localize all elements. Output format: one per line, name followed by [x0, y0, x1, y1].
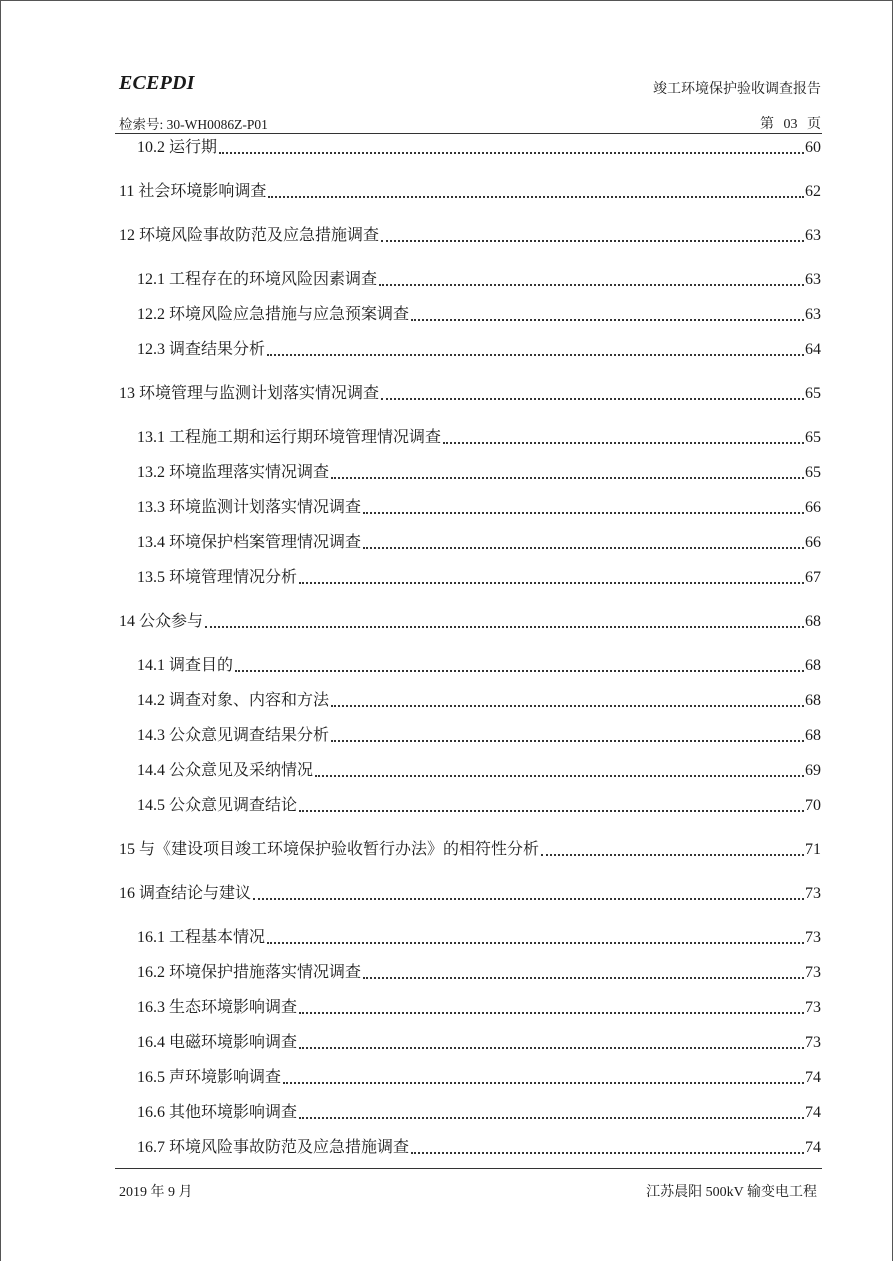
- toc-entry-title: 16.6 其他环境影响调查: [137, 1104, 298, 1121]
- toc-entry[interactable]: [137, 795, 821, 817]
- toc-entry-page: 70: [805, 797, 821, 814]
- toc-entry-page: 73: [805, 999, 821, 1016]
- index-number: 检索号: 30-WH0086Z-P01: [119, 117, 268, 132]
- toc-leader-dots: [331, 462, 804, 484]
- toc-entry-page: 63: [805, 227, 821, 244]
- toc-entry[interactable]: [137, 927, 821, 949]
- toc-entry-page: 63: [805, 271, 821, 288]
- toc-entry-page: 73: [805, 885, 821, 902]
- toc-leader-dots: [253, 883, 804, 905]
- table-of-contents: [119, 0, 821, 1262]
- toc-entry-page: 63: [805, 306, 821, 323]
- report-title: 竣工环境保护验收调查报告: [653, 82, 821, 97]
- toc-leader-dots: [379, 269, 804, 291]
- toc-entry-page: 66: [805, 534, 821, 551]
- toc-entry-title: 12.2 环境风险应急措施与应急预案调查: [137, 306, 410, 323]
- toc-entry[interactable]: [137, 1032, 821, 1054]
- toc-entry[interactable]: [119, 839, 821, 861]
- toc-leader-dots: [541, 839, 804, 861]
- toc-entry[interactable]: [137, 1137, 821, 1159]
- toc-leader-dots: [363, 532, 804, 554]
- toc-entry-page: 62: [805, 183, 821, 200]
- footer-project-name: 江苏晨阳 500kV 输变电工程: [646, 1185, 817, 1200]
- toc-entry[interactable]: [119, 883, 821, 905]
- toc-entry-title: 15 与《建设项目竣工环境保护验收暂行办法》的相符性分析: [119, 841, 540, 858]
- toc-entry-title: 16.2 环境保护措施落实情况调查: [137, 964, 362, 981]
- toc-entry-page: 65: [805, 385, 821, 402]
- toc-entry-page: 67: [805, 569, 821, 586]
- page-number-value: 03: [783, 117, 798, 132]
- toc-entry-title: 12 环境风险事故防范及应急措施调查: [119, 227, 380, 244]
- toc-entry-title: 16.5 声环境影响调查: [137, 1069, 282, 1086]
- page-suffix: 页: [807, 117, 821, 132]
- toc-entry[interactable]: [137, 462, 821, 484]
- toc-entry[interactable]: [137, 997, 821, 1019]
- toc-entry[interactable]: [137, 725, 821, 747]
- toc-entry[interactable]: [137, 137, 821, 159]
- toc-entry[interactable]: [137, 1067, 821, 1089]
- toc-entry[interactable]: [137, 760, 821, 782]
- toc-entry-page: 69: [805, 762, 821, 779]
- toc-entry-page: 66: [805, 499, 821, 516]
- toc-entry[interactable]: [137, 339, 821, 361]
- toc-entry[interactable]: [119, 181, 821, 203]
- toc-entry-page: 74: [805, 1104, 821, 1121]
- toc-entry-title: 16.7 环境风险事故防范及应急措施调查: [137, 1139, 410, 1156]
- toc-leader-dots: [381, 383, 804, 405]
- toc-entry-title: 13.4 环境保护档案管理情况调查: [137, 534, 362, 551]
- toc-entry-title: 12.1 工程存在的环境风险因素调查: [137, 271, 378, 288]
- toc-entry-page: 73: [805, 1034, 821, 1051]
- toc-entry-page: 68: [805, 613, 821, 630]
- toc-leader-dots: [443, 427, 804, 449]
- toc-leader-dots: [299, 1102, 804, 1124]
- toc-entry-page: 60: [805, 139, 821, 156]
- toc-entry-page: 68: [805, 657, 821, 674]
- toc-leader-dots: [363, 497, 804, 519]
- toc-entry[interactable]: [137, 567, 821, 589]
- toc-leader-dots: [299, 997, 804, 1019]
- toc-entry-title: 13.3 环境监测计划落实情况调查: [137, 499, 362, 516]
- toc-leader-dots: [331, 690, 804, 712]
- toc-entry-title: 16 调查结论与建议: [119, 885, 252, 902]
- page-prefix: 第: [760, 117, 774, 132]
- toc-leader-dots: [363, 962, 804, 984]
- toc-entry-title: 14.4 公众意见及采纳情况: [137, 762, 314, 779]
- toc-entry-page: 68: [805, 692, 821, 709]
- toc-entry-title: 16.4 电磁环境影响调查: [137, 1034, 298, 1051]
- toc-leader-dots: [235, 655, 804, 677]
- toc-entry-page: 73: [805, 964, 821, 981]
- toc-entry[interactable]: [137, 304, 821, 326]
- toc-entry[interactable]: [119, 611, 821, 633]
- toc-entry-page: 73: [805, 929, 821, 946]
- toc-entry[interactable]: [137, 962, 821, 984]
- toc-entry[interactable]: [137, 497, 821, 519]
- toc-leader-dots: [411, 304, 804, 326]
- toc-entry-page: 65: [805, 464, 821, 481]
- toc-entry-title: 14 公众参与: [119, 613, 204, 630]
- toc-entry[interactable]: [137, 690, 821, 712]
- toc-leader-dots: [267, 927, 804, 949]
- toc-leader-dots: [299, 1032, 804, 1054]
- toc-entry-title: 16.3 生态环境影响调查: [137, 999, 298, 1016]
- toc-entry-page: 68: [805, 727, 821, 744]
- toc-entry-title: 12.3 调查结果分析: [137, 341, 266, 358]
- toc-entry[interactable]: [137, 532, 821, 554]
- toc-leader-dots: [299, 795, 804, 817]
- toc-entry-title: 11 社会环境影响调查: [119, 183, 267, 200]
- toc-leader-dots: [315, 760, 804, 782]
- toc-entry-page: 74: [805, 1069, 821, 1086]
- toc-entry-page: 71: [805, 841, 821, 858]
- toc-entry-title: 13.1 工程施工期和运行期环境管理情况调查: [137, 429, 442, 446]
- toc-entry-page: 65: [805, 429, 821, 446]
- toc-entry[interactable]: [137, 427, 821, 449]
- toc-entry-title: 14.5 公众意见调查结论: [137, 797, 298, 814]
- toc-entry[interactable]: [137, 269, 821, 291]
- company-logo: ECEPDI: [119, 72, 195, 94]
- toc-entry[interactable]: [137, 1102, 821, 1124]
- toc-entry-title: 16.1 工程基本情况: [137, 929, 266, 946]
- toc-entry-title: 13 环境管理与监测计划落实情况调查: [119, 385, 380, 402]
- toc-entry-page: 74: [805, 1139, 821, 1156]
- toc-entry-title: 14.2 调查对象、内容和方法: [137, 692, 330, 709]
- toc-entry-title: 13.2 环境监理落实情况调查: [137, 464, 330, 481]
- toc-leader-dots: [411, 1137, 804, 1159]
- footer-date: 2019 年 9 月: [119, 1185, 193, 1200]
- toc-leader-dots: [205, 611, 804, 633]
- toc-entry-page: 64: [805, 341, 821, 358]
- toc-entry-title: 14.3 公众意见调查结果分析: [137, 727, 330, 744]
- toc-leader-dots: [283, 1067, 804, 1089]
- toc-entry-title: 14.1 调查目的: [137, 657, 234, 674]
- toc-entry[interactable]: [119, 225, 821, 247]
- toc-leader-dots: [219, 137, 804, 159]
- footer-rule: [115, 1168, 822, 1169]
- toc-entry[interactable]: [119, 383, 821, 405]
- toc-entry-title: 13.5 环境管理情况分析: [137, 569, 298, 586]
- toc-leader-dots: [267, 339, 804, 361]
- toc-leader-dots: [268, 181, 804, 203]
- toc-leader-dots: [331, 725, 804, 747]
- toc-entry[interactable]: [137, 655, 821, 677]
- toc-leader-dots: [299, 567, 804, 589]
- toc-leader-dots: [381, 225, 804, 247]
- toc-entry-title: 10.2 运行期: [137, 139, 218, 156]
